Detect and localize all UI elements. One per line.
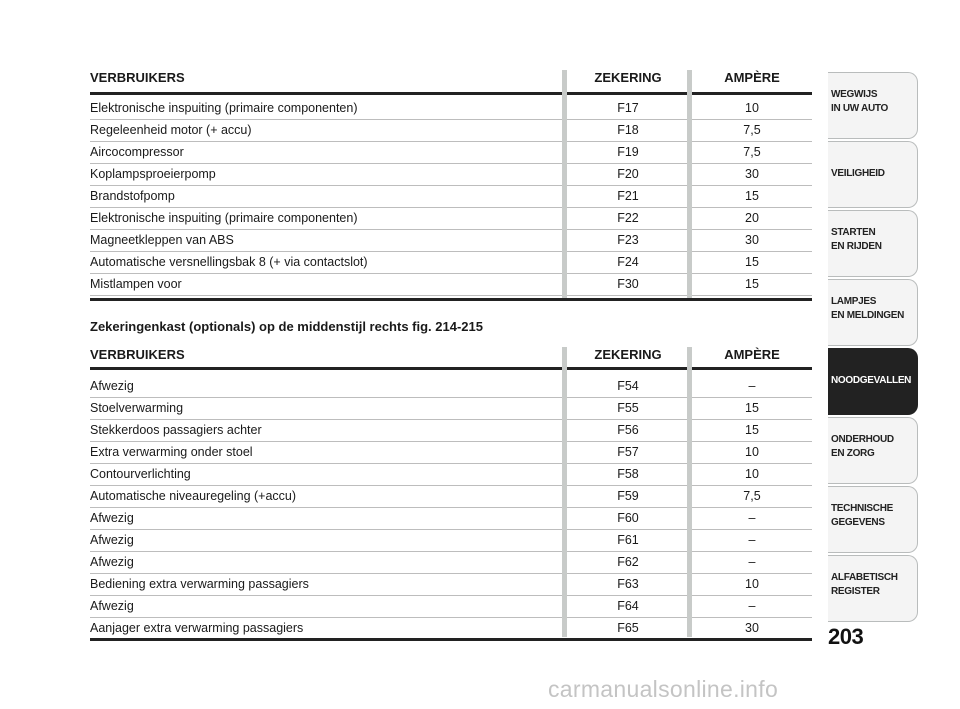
tab-noodgevallen[interactable] [828, 348, 918, 415]
table-row [90, 398, 812, 420]
table-row [90, 142, 812, 164]
header-fuse: ZEKERING [594, 347, 662, 362]
table-row [90, 120, 812, 142]
fuse-cell: F22 [617, 211, 639, 225]
tab-label-line2: IN UW AUTO [831, 103, 888, 114]
consumer-cell: Automatische niveauregeling (+accu) [90, 489, 297, 503]
ampere-cell: 7,5 [743, 489, 761, 503]
fuse-cell: F58 [617, 467, 639, 481]
fuse-cell: F19 [617, 145, 639, 159]
consumer-cell: Afwezig [90, 511, 134, 525]
fuse-cell: F55 [617, 401, 639, 415]
table-row [90, 574, 812, 596]
consumer-cell: Bediening extra verwarming passagiers [90, 577, 309, 591]
fuse-cell: F62 [617, 555, 639, 569]
consumer-cell: Elektronische inspuiting (primaire componenten) [90, 101, 358, 115]
divider-bar [562, 347, 567, 637]
tab-alfabetisch[interactable] [828, 555, 918, 622]
table-row [90, 164, 812, 186]
tab-onderhoud[interactable] [828, 417, 918, 484]
consumer-cell: Aircocompressor [90, 145, 184, 159]
ampere-cell: 10 [745, 577, 759, 591]
fuse-cell: F57 [617, 445, 639, 459]
consumer-cell: Afwezig [90, 555, 134, 569]
table-bottom-rule [90, 638, 812, 641]
table-row [90, 442, 812, 464]
consumer-cell: Afwezig [90, 533, 134, 547]
table-header [90, 343, 812, 369]
ampere-cell: 15 [745, 255, 759, 269]
ampere-cell: 10 [745, 445, 759, 459]
ampere-cell: 30 [745, 621, 759, 635]
consumer-cell: Magneetkleppen van ABS [90, 233, 234, 247]
tab-label-line2: EN RIJDEN [831, 241, 882, 252]
consumer-cell: Afwezig [90, 599, 134, 613]
ampere-cell: 15 [745, 401, 759, 415]
consumer-cell: Aanjager extra verwarming passagiers [90, 621, 304, 635]
ampere-cell: 20 [745, 211, 759, 225]
table-row [90, 464, 812, 486]
header-consumers: VERBRUIKERS [90, 347, 185, 362]
fuse-cell: F21 [617, 189, 639, 203]
tab-label-line2: GEGEVENS [831, 517, 885, 528]
table-row [90, 252, 812, 274]
chapter-tabs [828, 72, 918, 624]
table-row [90, 376, 812, 398]
ampere-cell: 30 [745, 233, 759, 247]
fuse-cell: F63 [617, 577, 639, 591]
header-fuse: ZEKERING [594, 70, 662, 85]
tab-label: TECHNISCHE [831, 503, 894, 514]
header-consumers: VERBRUIKERS [90, 70, 185, 85]
fuse-cell: F30 [617, 277, 639, 291]
tab-wegwijs[interactable] [828, 72, 918, 139]
tab-label-line2: REGISTER [831, 586, 880, 597]
tab-label: ALFABETISCH [831, 572, 898, 583]
table-row [90, 274, 812, 296]
consumer-cell: Stoelverwarming [90, 401, 184, 415]
fuse-cell: F56 [617, 423, 639, 437]
table-header [90, 66, 812, 92]
table-row [90, 98, 812, 120]
ampere-cell: – [748, 511, 756, 525]
fuse-cell: F20 [617, 167, 639, 181]
ampere-cell: – [748, 533, 756, 547]
fuse-cell: F59 [617, 489, 639, 503]
consumer-cell: Automatische versnellingsbak 8 (+ via contactslot) [90, 255, 368, 269]
ampere-cell: 7,5 [743, 123, 761, 137]
consumer-cell: Contourverlichting [90, 467, 191, 481]
ampere-cell: – [748, 379, 756, 393]
fuse-cell: F17 [617, 101, 639, 115]
header-rule [90, 92, 812, 95]
consumer-cell: Stekkerdoos passagiers achter [90, 423, 262, 437]
consumer-cell: Mistlampen voor [90, 277, 182, 291]
tab-label-line2: EN MELDINGEN [831, 310, 905, 321]
table-row [90, 486, 812, 508]
ampere-cell: – [748, 555, 756, 569]
consumer-cell: Afwezig [90, 379, 134, 393]
table-row [90, 420, 812, 442]
table-bottom-rule [90, 298, 812, 301]
consumer-cell: Elektronische inspuiting (primaire componenten) [90, 211, 358, 225]
ampere-cell: 15 [745, 423, 759, 437]
consumer-cell: Koplampsproeierpomp [90, 167, 216, 181]
table-row [90, 596, 812, 618]
divider-bar [562, 70, 567, 298]
consumer-cell: Brandstofpomp [90, 189, 175, 203]
table-row [90, 508, 812, 530]
table-row [90, 230, 812, 252]
divider-bar [687, 347, 692, 637]
tab-label-line2: EN ZORG [831, 448, 875, 459]
tab-label: NOODGEVALLEN [831, 375, 912, 386]
header-rule [90, 367, 812, 370]
fuse-cell: F23 [617, 233, 639, 247]
fuse-cell: F18 [617, 123, 639, 137]
tab-veiligheid[interactable] [828, 141, 918, 208]
fuse-cell: F65 [617, 621, 639, 635]
consumer-cell: Extra verwarming onder stoel [90, 445, 253, 459]
fuse-cell: F24 [617, 255, 639, 269]
table-row [90, 618, 812, 640]
ampere-cell: 7,5 [743, 145, 761, 159]
tab-starten[interactable] [828, 210, 918, 277]
tab-technische[interactable] [828, 486, 918, 553]
tab-label: WEGWIJS [831, 89, 878, 100]
fuse-cell: F64 [617, 599, 639, 613]
fuse-cell: F61 [617, 533, 639, 547]
page-number: 203 [828, 624, 864, 649]
divider-bar [687, 70, 692, 298]
consumer-cell: Regeleenheid motor (+ accu) [90, 123, 252, 137]
tab-label: STARTEN [831, 227, 876, 238]
table-body [90, 376, 812, 640]
ampere-cell: – [748, 599, 756, 613]
ampere-cell: 15 [745, 277, 759, 291]
table-row [90, 530, 812, 552]
fuse-cell: F54 [617, 379, 639, 393]
table-row [90, 186, 812, 208]
ampere-cell: 10 [745, 467, 759, 481]
table-body [90, 98, 812, 296]
ampere-cell: 15 [745, 189, 759, 203]
header-ampere: AMPÈRE [724, 347, 780, 362]
table-row [90, 552, 812, 574]
tab-label: LAMPJES [831, 296, 877, 307]
tab-label: VEILIGHEID [831, 168, 885, 179]
watermark: carmanualsonline.info [548, 676, 779, 702]
ampere-cell: 10 [745, 101, 759, 115]
tab-label: ONDERHOUD [831, 434, 894, 445]
tab-lampjes[interactable] [828, 279, 918, 346]
table-row [90, 208, 812, 230]
section-subtitle: Zekeringenkast (optionals) op de middenstijl rechts fig. 214-215 [90, 319, 483, 334]
fuse-cell: F60 [617, 511, 639, 525]
ampere-cell: 30 [745, 167, 759, 181]
header-ampere: AMPÈRE [724, 70, 780, 85]
